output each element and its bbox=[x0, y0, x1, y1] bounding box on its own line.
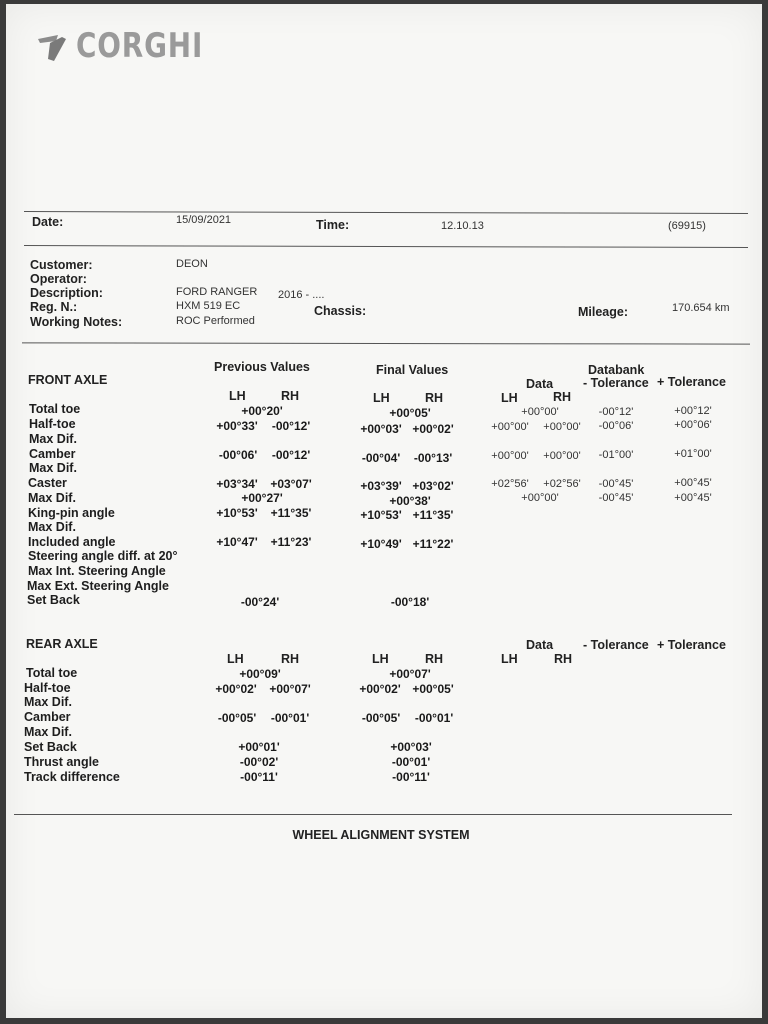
front-half-toe-tol-plus: +00°06' bbox=[674, 419, 712, 431]
rear-data-rh-header: RH bbox=[554, 652, 573, 666]
mileage-label: Mileage: bbox=[578, 305, 629, 319]
front-half-toe-prev-rh: -00°12' bbox=[271, 419, 311, 433]
rear-prev-lh-header: LH bbox=[227, 652, 244, 666]
front-caster-final-rh: +03°02' bbox=[412, 479, 454, 493]
front-label: Max Dif. bbox=[28, 520, 76, 534]
rear-thrust-prev: -00°02' bbox=[239, 755, 279, 769]
front-camber-prev-rh: -00°12' bbox=[271, 448, 311, 462]
front-half-toe-prev-lh: +00°33' bbox=[216, 419, 258, 433]
rear-axle-title: REAR AXLE bbox=[26, 637, 98, 651]
final-lh-header: LH bbox=[373, 391, 390, 405]
year-value: 2016 - .... bbox=[278, 289, 325, 301]
divider bbox=[14, 814, 732, 815]
rear-label: Max Dif. bbox=[24, 695, 72, 709]
front-caster-prev-lh: +03°34' bbox=[216, 477, 258, 491]
front-label: Set Back bbox=[27, 593, 80, 607]
front-label: King-pin angle bbox=[28, 506, 115, 520]
rear-label: Half-toe bbox=[24, 681, 71, 695]
rear-thrust-final: -00°01' bbox=[391, 755, 431, 769]
front-camber-final-rh: -00°13' bbox=[413, 451, 453, 465]
date-label: Date: bbox=[32, 215, 64, 229]
description-value: FORD RANGER bbox=[176, 286, 258, 298]
rear-label: Camber bbox=[24, 710, 71, 724]
plus-tolerance-header: + Tolerance bbox=[657, 375, 726, 389]
front-half-toe-tol-minus: -00°06' bbox=[598, 420, 634, 432]
rear-setback-final: +00°03' bbox=[390, 740, 432, 754]
rear-track-prev: -00°11' bbox=[240, 770, 278, 784]
rear-final-rh-header: RH bbox=[425, 652, 444, 666]
data-header: Data bbox=[526, 377, 554, 391]
report-code: (69915) bbox=[668, 220, 706, 232]
front-total-toe-data: +00°00' bbox=[521, 406, 559, 418]
front-caster-dif-tol-plus: +00°45' bbox=[674, 492, 712, 504]
front-label: Max Dif. bbox=[29, 432, 77, 446]
front-total-toe-prev: +00°20' bbox=[241, 404, 283, 418]
front-camber-tol-plus: +01°00' bbox=[674, 448, 712, 460]
brand-name: CORGHI bbox=[76, 26, 204, 66]
rear-prev-rh-header: RH bbox=[281, 652, 300, 666]
front-label: Included angle bbox=[28, 535, 116, 549]
rear-total-toe-prev: +00°09' bbox=[239, 667, 281, 681]
rear-track-final: -00°11' bbox=[392, 770, 430, 784]
prev-lh-header: LH bbox=[229, 389, 246, 403]
rear-data-lh-header: LH bbox=[501, 652, 518, 666]
front-camber-prev-lh: -00°06' bbox=[218, 448, 258, 462]
rear-half-toe-prev-lh: +00°02' bbox=[215, 682, 257, 696]
front-kingpin-prev-lh: +10°53' bbox=[216, 506, 258, 520]
data-rh-header: RH bbox=[553, 390, 572, 404]
corghi-emblem-icon bbox=[36, 29, 70, 63]
rear-final-lh-header: LH bbox=[372, 652, 389, 666]
final-values-header: Final Values bbox=[376, 363, 449, 377]
rear-half-toe-prev-rh: +00°07' bbox=[269, 682, 311, 696]
front-caster-tol-minus: -00°45' bbox=[598, 478, 634, 490]
front-camber-data-rh: +00°00' bbox=[543, 450, 581, 462]
front-caster-tol-plus: +00°45' bbox=[674, 477, 712, 489]
rear-half-toe-final-lh: +00°02' bbox=[359, 682, 401, 696]
front-kingpin-final-lh: +10°53' bbox=[360, 508, 402, 522]
rear-plus-tolerance-header: + Tolerance bbox=[657, 638, 726, 652]
final-rh-header: RH bbox=[425, 391, 444, 405]
rear-camber-final-rh: -00°01' bbox=[414, 711, 454, 725]
front-camber-final-lh: -00°04' bbox=[361, 451, 401, 465]
front-camber-data-lh: +00°00' bbox=[491, 450, 529, 462]
front-label: Total toe bbox=[29, 402, 81, 416]
front-caster-data-lh: +02°56' bbox=[491, 478, 529, 490]
footer-title: WHEEL ALIGNMENT SYSTEM bbox=[292, 828, 470, 842]
front-caster-dif-final: +00°38' bbox=[389, 494, 431, 508]
customer-label: Customer: bbox=[30, 258, 93, 272]
rear-total-toe-final: +00°07' bbox=[389, 667, 431, 681]
front-total-toe-final: +00°05' bbox=[389, 406, 431, 420]
front-included-prev-rh: +11°23' bbox=[270, 535, 312, 549]
front-label: Caster bbox=[28, 476, 67, 490]
front-half-toe-final-rh: +00°02' bbox=[412, 422, 454, 436]
front-label: Steering angle diff. at 20° bbox=[28, 549, 178, 563]
rear-camber-prev-rh: -00°01' bbox=[270, 711, 310, 725]
front-half-toe-data-lh: +00°00' bbox=[491, 421, 529, 433]
front-label: Max Dif. bbox=[29, 461, 77, 475]
prev-rh-header: RH bbox=[281, 389, 300, 403]
reg-label: Reg. N.: bbox=[30, 300, 78, 314]
front-half-toe-data-rh: +00°00' bbox=[543, 421, 581, 433]
notes-label: Working Notes: bbox=[30, 315, 123, 329]
rear-half-toe-final-rh: +00°05' bbox=[412, 682, 454, 696]
front-label: Max Dif. bbox=[28, 491, 76, 505]
front-caster-prev-rh: +03°07' bbox=[270, 477, 312, 491]
rear-data-header: Data bbox=[526, 638, 554, 652]
time-value: 12.10.13 bbox=[441, 220, 484, 232]
front-label: Max Ext. Steering Angle bbox=[27, 579, 169, 593]
rear-setback-prev: +00°01' bbox=[238, 740, 280, 754]
data-lh-header: LH bbox=[501, 391, 518, 405]
rear-label: Thrust angle bbox=[24, 755, 100, 769]
description-label: Description: bbox=[30, 286, 103, 300]
notes-value: ROC Performed bbox=[176, 315, 255, 327]
databank-header: Databank bbox=[588, 363, 645, 377]
time-label: Time: bbox=[316, 218, 350, 232]
reg-value: HXM 519 EC bbox=[176, 300, 241, 312]
previous-values-header: Previous Values bbox=[214, 360, 310, 374]
front-label: Max Int. Steering Angle bbox=[28, 564, 166, 578]
front-caster-dif-tol-minus: -00°45' bbox=[598, 492, 634, 504]
front-included-final-lh: +10°49' bbox=[360, 537, 402, 551]
front-kingpin-final-rh: +11°35' bbox=[412, 508, 454, 522]
front-kingpin-prev-rh: +11°35' bbox=[270, 506, 312, 520]
rear-label: Max Dif. bbox=[24, 725, 72, 739]
minus-tolerance-header: - Tolerance bbox=[583, 376, 649, 390]
front-total-toe-tol-plus: +00°12' bbox=[674, 405, 712, 417]
date-value: 15/09/2021 bbox=[176, 214, 232, 226]
front-total-toe-tol-minus: -00°12' bbox=[598, 406, 634, 418]
front-half-toe-final-lh: +00°03' bbox=[360, 422, 402, 436]
rear-minus-tolerance-header: - Tolerance bbox=[583, 638, 649, 652]
front-label: Camber bbox=[29, 447, 76, 461]
front-caster-final-lh: +03°39' bbox=[360, 479, 402, 493]
front-setback-prev: -00°24' bbox=[240, 595, 280, 609]
front-label: Half-toe bbox=[29, 417, 76, 431]
rear-label: Track difference bbox=[24, 770, 120, 784]
corghi-logo bbox=[36, 26, 231, 66]
front-setback-final: -00°18' bbox=[390, 595, 430, 609]
front-axle-title: FRONT AXLE bbox=[28, 373, 108, 387]
rear-camber-prev-lh: -00°05' bbox=[217, 711, 257, 725]
rear-camber-final-lh: -00°05' bbox=[361, 711, 401, 725]
front-included-prev-lh: +10°47' bbox=[216, 535, 258, 549]
mileage-value: 170.654 km bbox=[672, 302, 730, 314]
front-camber-tol-minus: -01°00' bbox=[598, 449, 634, 461]
front-caster-dif-data: +00°00' bbox=[521, 492, 559, 504]
front-caster-dif-prev: +00°27' bbox=[241, 491, 283, 505]
customer-value: DEON bbox=[176, 258, 208, 270]
operator-label: Operator: bbox=[30, 272, 87, 286]
rear-label: Total toe bbox=[26, 666, 78, 680]
rear-label: Set Back bbox=[24, 740, 77, 754]
chassis-label: Chassis: bbox=[314, 304, 367, 318]
front-included-final-rh: +11°22' bbox=[412, 537, 454, 551]
front-caster-data-rh: +02°56' bbox=[543, 478, 581, 490]
